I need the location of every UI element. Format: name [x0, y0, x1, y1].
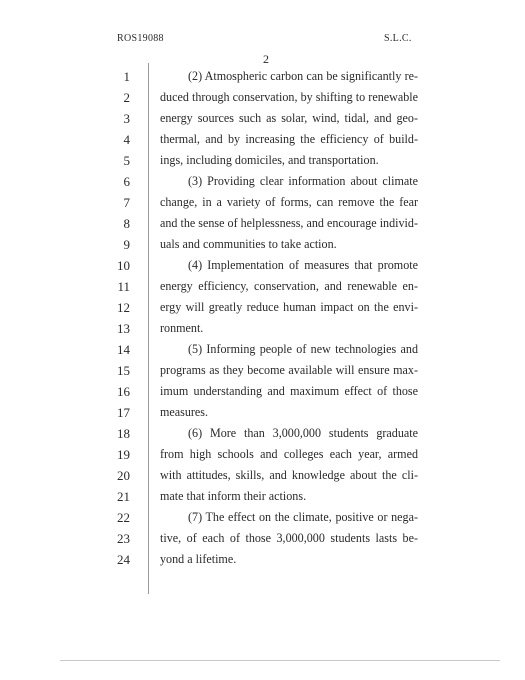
line-text: (4) Implementation of measures that promote: [188, 258, 418, 272]
text-line: [0, 108, 525, 129]
line-number: 6: [123, 174, 130, 189]
line-text: energy efficiency, conservation, and renewable en-: [160, 279, 418, 293]
text-line: [0, 486, 525, 507]
line-number: 15: [117, 363, 130, 378]
text-line: [0, 339, 525, 360]
line-text: (6) More than 3,000,000 students graduate: [188, 426, 418, 440]
line-text: (2) Atmospheric carbon can be significantly re-: [188, 69, 418, 83]
line-number: 18: [117, 426, 130, 441]
line-number: 13: [117, 321, 130, 336]
text-line: [0, 381, 525, 402]
line-number: 9: [123, 237, 130, 252]
line-text: measures.: [160, 405, 209, 419]
line-number: 11: [117, 279, 130, 294]
line-text: (5) Informing people of new technologies and: [188, 342, 418, 356]
text-line: [0, 360, 525, 381]
line-text: and the sense of helplessness, and encourage individ-: [160, 216, 418, 230]
line-number: 19: [117, 447, 130, 462]
page-number: 2: [263, 52, 270, 66]
text-line: [0, 297, 525, 318]
page-bottom-edge: [60, 660, 500, 661]
line-number: 1: [123, 69, 130, 84]
line-text: (7) The effect on the climate, positive or nega-: [188, 510, 418, 524]
text-line: [0, 66, 525, 87]
line-number: 20: [117, 468, 130, 483]
line-number: 10: [117, 258, 130, 273]
text-line: [0, 234, 525, 255]
line-number: 7: [123, 195, 130, 210]
line-number: 8: [123, 216, 130, 231]
text-line: [0, 423, 525, 444]
text-line: [0, 528, 525, 549]
line-number: 3: [123, 111, 130, 126]
line-text: mate that inform their actions.: [160, 489, 307, 503]
line-number: 17: [117, 405, 130, 420]
line-text: change, in a variety of forms, can remove the fear: [160, 195, 418, 209]
text-line: [0, 276, 525, 297]
line-text: uals and communities to take action.: [160, 237, 337, 251]
office-code: S.L.C.: [384, 33, 412, 44]
line-text: imum understanding and maximum effect of those: [160, 384, 418, 398]
line-text: energy sources such as solar, wind, tidal, and geo-: [160, 111, 418, 125]
line-number: 24: [117, 552, 130, 567]
text-line: [0, 213, 525, 234]
line-number: 4: [123, 132, 130, 147]
line-text: programs as they become available will ensure max-: [160, 363, 418, 377]
text-line: [0, 444, 525, 465]
line-text: tive, of each of those 3,000,000 students lasts be-: [160, 531, 418, 545]
text-line: [0, 150, 525, 171]
document-id: ROS19088: [117, 33, 164, 44]
line-text: thermal, and by increasing the efficiency of build-: [160, 132, 418, 146]
text-line: [0, 87, 525, 108]
line-text: with attitudes, skills, and knowledge about the cli-: [160, 468, 418, 482]
text-line: [0, 507, 525, 528]
line-number: 21: [117, 489, 130, 504]
line-text: duced through conservation, by shifting to renewable: [160, 90, 418, 104]
text-line: [0, 318, 525, 339]
line-number: 5: [123, 153, 130, 168]
line-text: from high schools and colleges each year, armed: [160, 447, 418, 461]
text-line: [0, 402, 525, 423]
line-number: 16: [117, 384, 130, 399]
text-line: [0, 129, 525, 150]
line-text: ergy will greatly reduce human impact on the envi-: [160, 300, 418, 314]
line-number: 12: [117, 300, 130, 315]
text-line: [0, 255, 525, 276]
line-text: ronment.: [160, 321, 204, 335]
line-number: 22: [117, 510, 130, 525]
line-number: 23: [117, 531, 130, 546]
line-text: ings, including domiciles, and transportation.: [160, 153, 379, 167]
line-text: (3) Providing clear information about climate: [188, 174, 418, 188]
line-number: 14: [117, 342, 130, 357]
text-line: [0, 549, 525, 570]
line-number: 2: [123, 90, 130, 105]
text-line: [0, 171, 525, 192]
text-line: [0, 192, 525, 213]
line-text: yond a lifetime.: [160, 552, 237, 566]
text-line: [0, 465, 525, 486]
